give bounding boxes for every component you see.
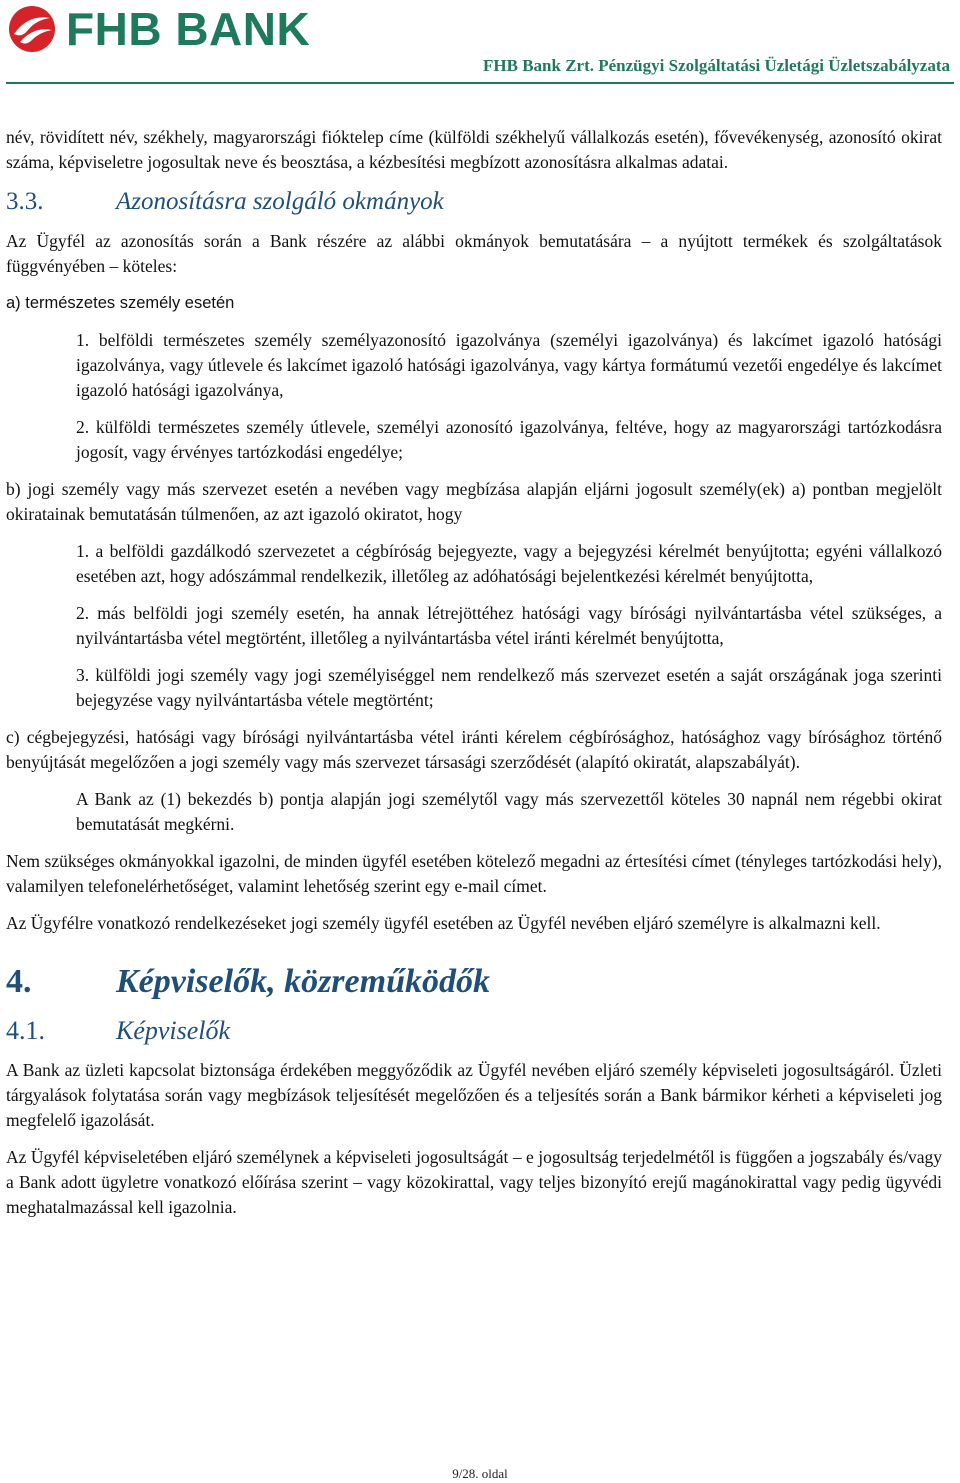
list-label-a: a) természetes személy esetén	[6, 294, 235, 312]
list-item-b1: 1. a belföldi gazdálkodó szervezetet a cégbíróság bejegyezte, vagy a bejegyzési kérelmét benyújtotta; egyéni vállalkozó esetében azt, hogy adószámmal rendelkezik, illetőleg az adóhatósági bejelentkezési kérelmét benyújtotta,	[76, 541, 942, 586]
bank-logo	[6, 4, 310, 54]
list-item-a1: 1. belföldi természetes személy személyazonosító igazolványa (személyi igazolványa) és lakcímet igazoló hatósági igazolványa, vagy útlevele és lakcímet igazoló hatósági igazolványa, vagy kártya formátumú vezetői engedélye és lakcímet igazoló hatósági igazolványa,	[76, 330, 942, 400]
section-title: Képviselők, közreműködők	[116, 963, 490, 1000]
section-title: Képviselők	[116, 1016, 231, 1045]
list-item-b3: 3. külföldi jogi személy vagy jogi személyiséggel nem rendelkező más szervezet esetén a saját országának joga szerinti bejegyzése vagy nyilvántartásba vétele megtörtént;	[76, 665, 942, 710]
fhb-logo-icon	[6, 4, 58, 54]
page-content	[6, 125, 942, 1220]
list-label-c: c) cégbejegyzési, hatósági vagy bírósági nyilvántartásba vétel iránti kérelem cégbírósághoz, hatósághoz vagy bírósághoz történő benyújtását megelőzően a jogi személy vagy más szervezet társasági szerződését (alapító okiratát, alapszabályát).	[6, 727, 942, 772]
paragraph-30-days: A Bank az (1) bekezdés b) pontja alapján jogi személytől vagy más szervezettől köteles 30 napnál nem régebbi okirat bemutatását megkérni.	[76, 789, 942, 834]
list-item-b2: 2. más belföldi jogi személy esetén, ha annak létrejöttéhez hatósági vagy bírósági nyilvántartásba vétel szükséges, a nyilvántartásba vétel megtörtént, illetőleg a nyilvántartásba vétel iránti kérelmét benyújtotta,	[76, 603, 942, 648]
paragraph-apply: Az Ügyfélre vonatkozó rendelkezéseket jogi személy ügyfél esetében az Ügyfél nevében eljáró személyre is alkalmazni kell.	[6, 913, 881, 933]
section-number: 3.3.	[6, 188, 44, 215]
header-divider	[6, 82, 954, 84]
section-3-3-heading	[6, 187, 942, 217]
document-title: FHB Bank Zrt. Pénzügyi Szolgáltatási Üzletági Üzletszabályzata	[483, 56, 950, 75]
list-label-b: b) jogi személy vagy más szervezet esetén a nevében vagy megbízása alapján eljárni jogosult személy(ek) a) pontban megjelölt okiratainak bemutatásán túlmenően, az azt igazoló okiratot, hogy	[6, 479, 942, 524]
page-number: 9/28. oldal	[452, 1466, 508, 1481]
paragraph-representation-1: A Bank az üzleti kapcsolat biztonsága érdekében meggyőződik az Ügyfél nevében eljáró személy képviseleti jogosultságáról. Üzleti tárgyalások folytatása során vagy megbízások teljesítését megelőzően és a teljesítés során a Bank bármikor kérheti a képviseleti jog megfelelő igazolását.	[6, 1060, 942, 1130]
paragraph-intro: név, rövidített név, székhely, magyarországi fióktelep címe (külföldi székhelyű vállalkozás esetén), fővevékenység, azonosító okirat száma, képviseletre jogosultak neve és beosztása, a kézbesítési megbízott azonosításra alkalmas adatai.	[6, 127, 942, 172]
section-number: 4.	[6, 963, 32, 1000]
section-4-1-heading	[6, 1016, 942, 1046]
section-number: 4.1.	[6, 1016, 45, 1045]
logo-text: FHB BANK	[66, 3, 311, 55]
section-4-heading	[6, 962, 942, 1002]
paragraph-obligation: Az Ügyfél az azonosítás során a Bank részére az alábbi okmányok bemutatására – a nyújtott termékek és szolgáltatások függvényében – köteles:	[6, 231, 942, 276]
list-item-a2: 2. külföldi természetes személy útlevele, személyi azonosító igazolványa, feltéve, hogy az magyarországi tartózkodásra jogosít, vagy érvényes tartózkodási engedélye;	[76, 417, 942, 462]
section-title: Azonosításra szolgáló okmányok	[116, 188, 444, 215]
paragraph-address: Nem szükséges okmányokkal igazolni, de minden ügyfél esetében kötelező megadni az értesítési címet (tényleges tartózkodási hely), valamilyen telefonelérhetőséget, valamint lehetőség szerint egy e-mail címet.	[6, 851, 942, 896]
paragraph-representation-2: Az Ügyfél képviseletében eljáró személynek a képviseleti jogosultságát – e jogosultság terjedelmétől is függően a jogszabály és/vagy a Bank adott ügyletre vonatkozó előírása szerint – vagy közokirattal, vagy teljes bizonyító erejű magánokirattal vagy pedig ügyvédi meghatalmazással kell igazolnia.	[6, 1147, 942, 1217]
